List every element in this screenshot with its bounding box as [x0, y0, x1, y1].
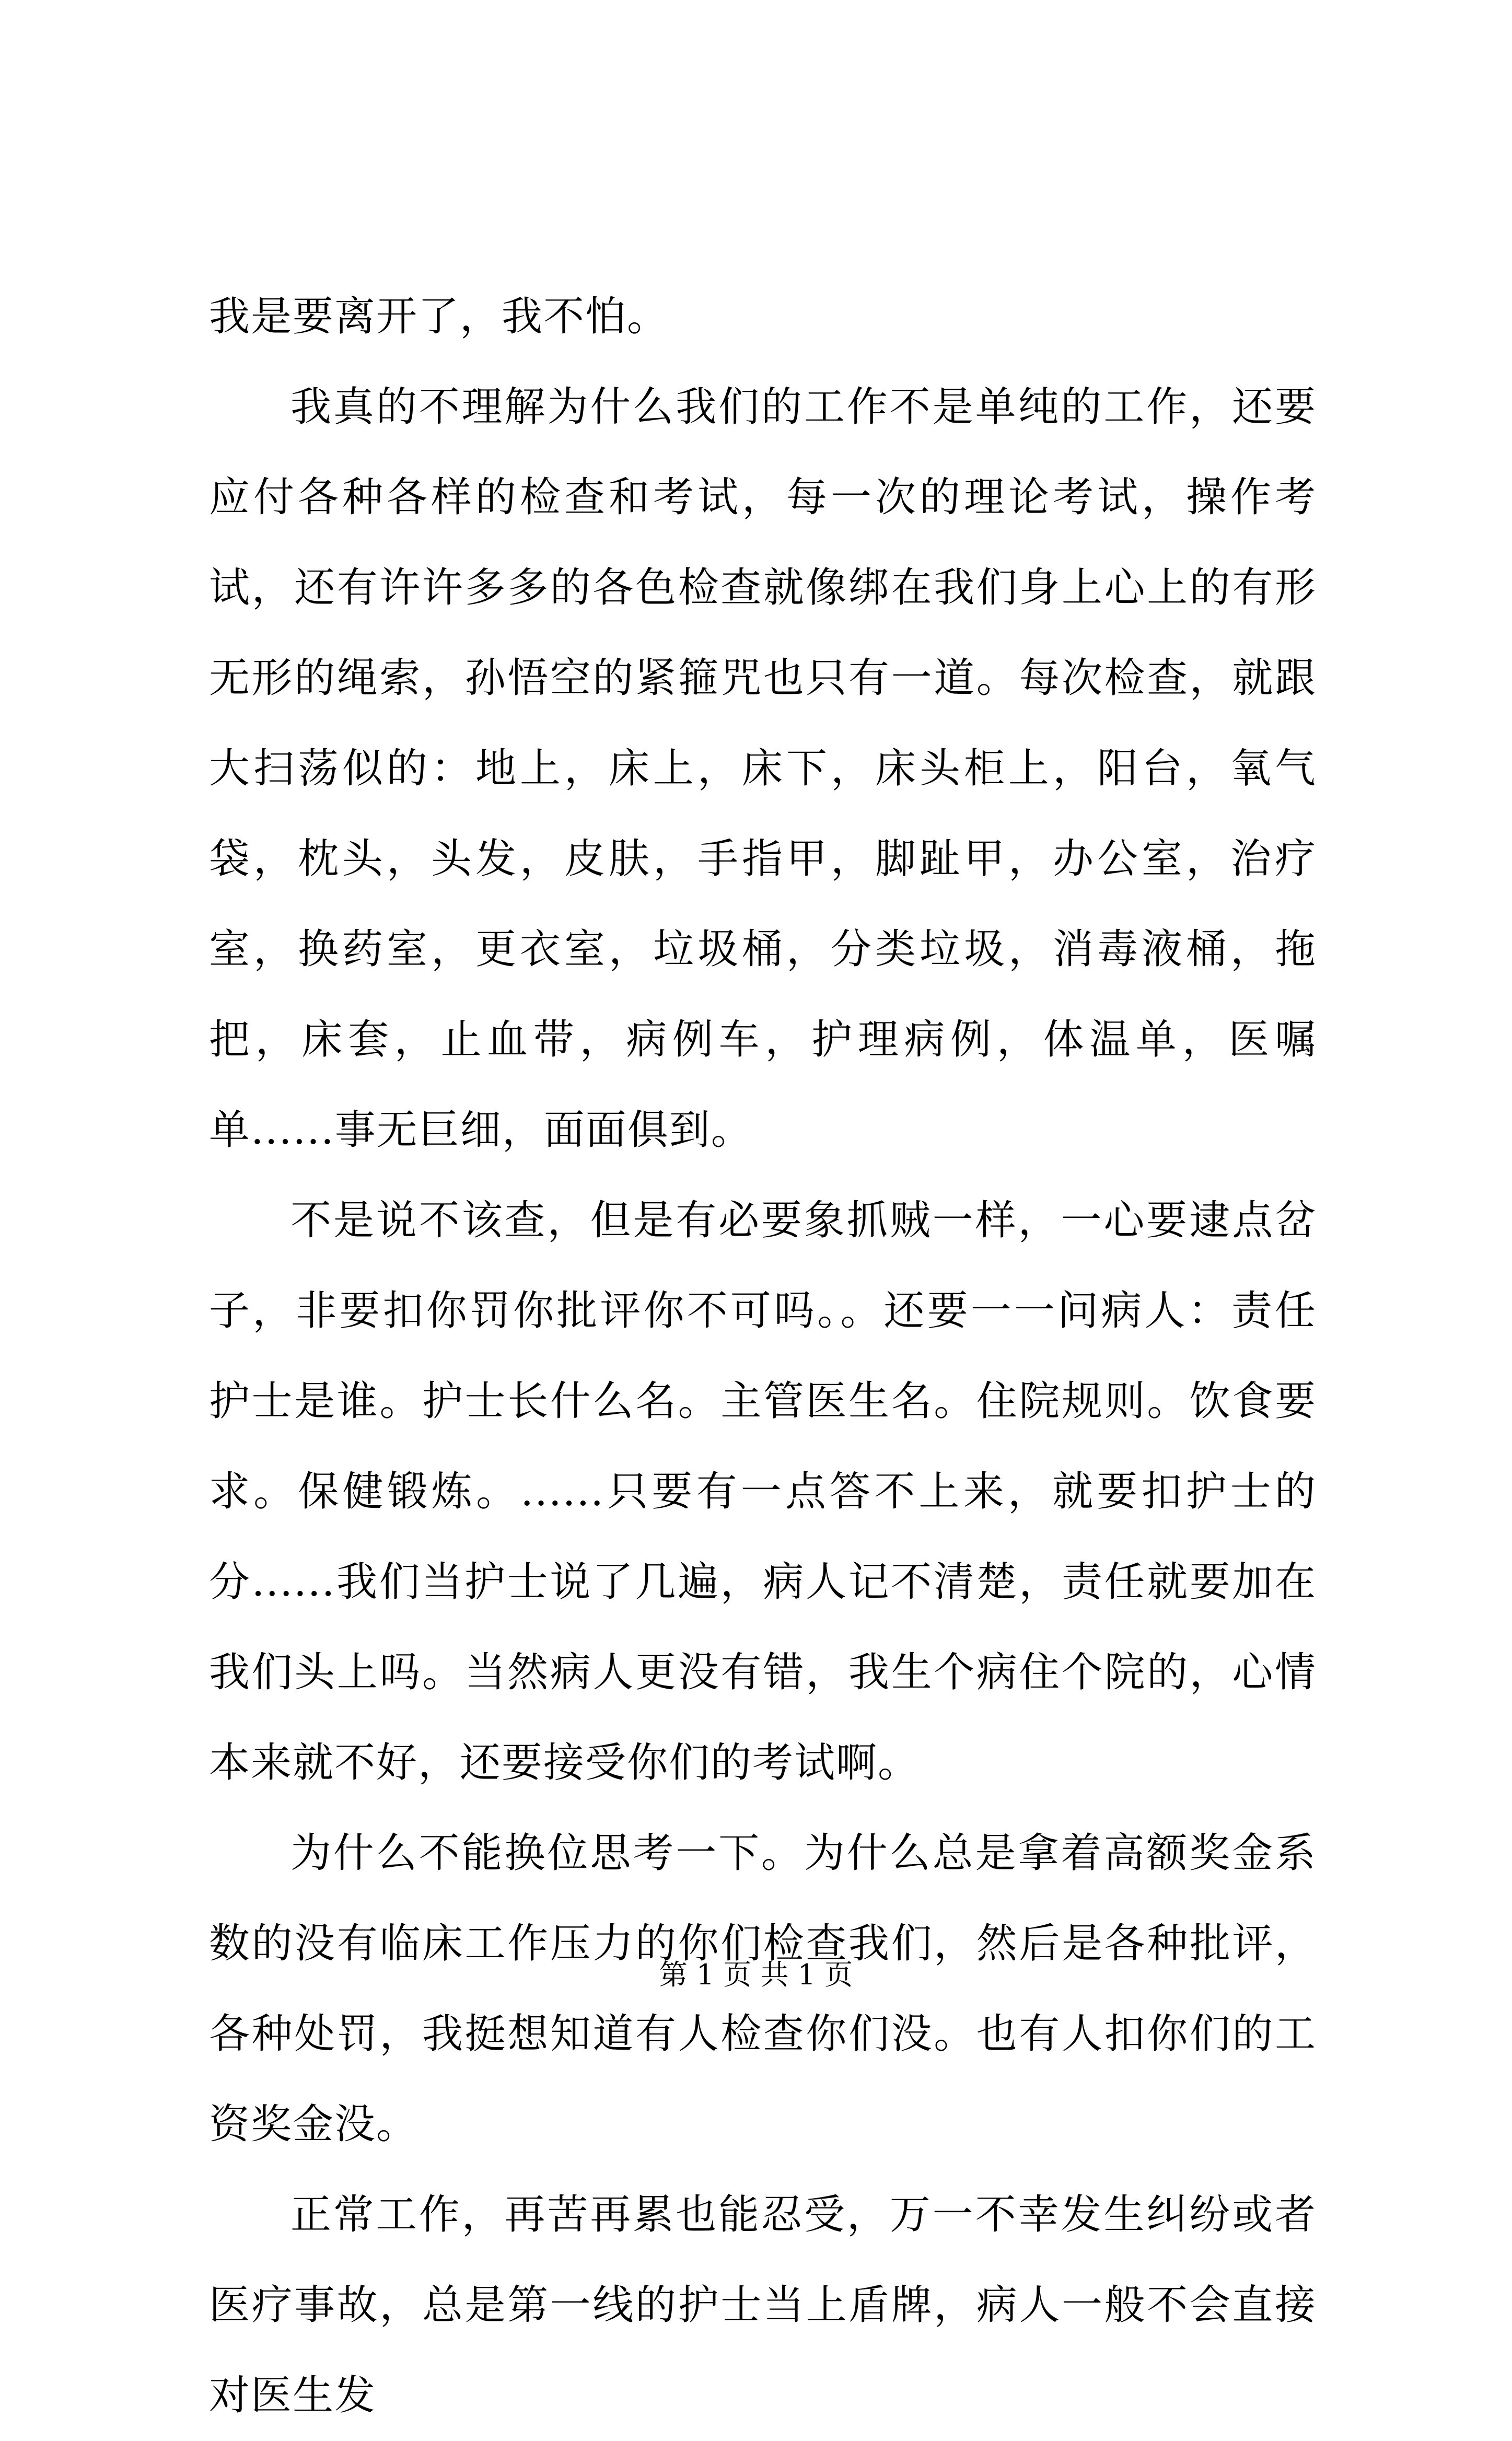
document-body [209, 272, 1317, 2441]
paragraph-2: 我真的不理解为什么我们的工作不是单纯的工作，还要应付各种各样的检查和考试，每一次的理论考试，操作考试，还有许许多多的各色检查就像绑在我们身上心上的有形无形的绳索，孙悟空的紧箍咒也只有一道。每次检查，就跟大扫荡似的：地上，床上，床下，床头柜上，阳台，氧气袋，枕头，头发，皮肤，手指甲，脚趾甲，办公室，治疗室，换药室，更衣室，垃圾桶，分类垃圾，消毒液桶，拖把，床套，止血带，病例车，护理病例，体温单，医嘱单......事无巨细，面面俱到。 [209, 383, 1317, 1154]
paragraph-4: 为什么不能换位思考一下。为什么总是拿着高额奖金系数的没有临床工作压力的你们检查我们，然后是各种批评，各种处罚，我挺想知道有人检查你们没。也有人扣你们的工资奖金没。 [209, 1830, 1317, 2148]
page-footer: 第 1 页 共 1 页 [659, 1958, 853, 1991]
paragraph-3: 不是说不该查，但是有必要象抓贼一样，一心要逮点岔子，非要扣你罚你批评你不可吗。。还要一一问病人：责任护士是谁。护士长什么名。主管医生名。住院规则。饮食要求。保健锻炼。......只要有一点答不上来，就要扣护士的分......我们当护士说了几遍，病人记不清楚，责任就要加在我们头上吗。当然病人更没有错，我生个病住个院的，心情本来就不好，还要接受你们的考试啊。 [209, 1197, 1317, 1786]
paragraph-1: 我是要离开了，我不怕。 [209, 293, 669, 340]
paragraph-5: 正常工作，再苦再累也能忍受，万一不幸发生纠纷或者医疗事故，总是第一线的护士当上盾牌，病人一般不会直接对医生发 [209, 2191, 1317, 2419]
